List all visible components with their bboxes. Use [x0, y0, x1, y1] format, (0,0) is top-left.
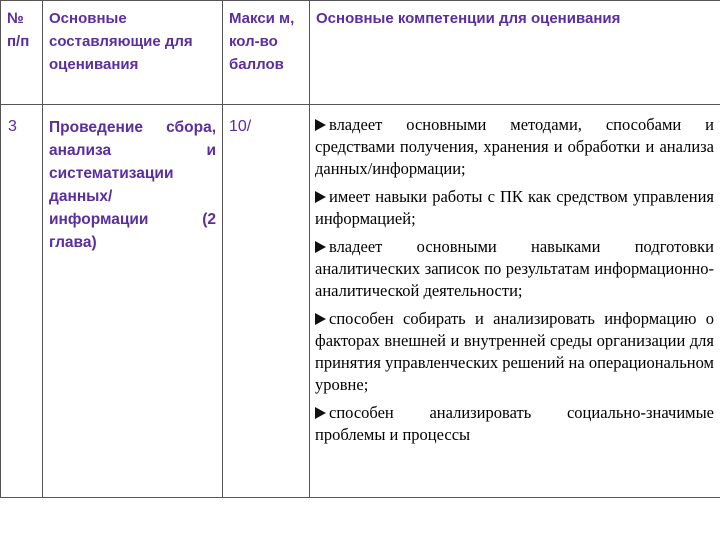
competency-text: способен собирать и анализировать информацию о факторах внешней и внутренней среды организации для принятия управленческих решений на операциональном уровне;: [315, 309, 714, 394]
arrow-bullet-icon: [315, 119, 326, 131]
row-component: Проведение сбора, анализа и систематизации данных/ информации (2 глава): [49, 119, 216, 251]
header-components: Основные составляющие для оценивания: [49, 10, 193, 73]
competency-list: [310, 105, 720, 446]
header-num: № п/п: [7, 10, 30, 50]
arrow-bullet-icon: [315, 407, 326, 419]
list-item: [315, 236, 714, 302]
table-header-row: [1, 1, 720, 105]
table-row: [1, 105, 720, 498]
header-max-points-cell: [223, 1, 310, 105]
competency-text: владеет основными навыками подготовки аналитических записок по результатам информационно-аналитической деятельности;: [315, 237, 714, 300]
arrow-bullet-icon: [315, 241, 326, 253]
arrow-bullet-icon: [315, 313, 326, 325]
list-item: [315, 402, 714, 446]
list-item: [315, 114, 714, 180]
row-max-points: 10/: [229, 118, 252, 135]
row-num: 3: [8, 118, 17, 135]
header-competencies: Основные компетенции для оценивания: [316, 10, 621, 27]
list-item: [315, 186, 714, 230]
competency-text: имеет навыки работы с ПК как средством управления информацией;: [315, 187, 714, 228]
list-item: [315, 308, 714, 396]
header-components-cell: [43, 1, 223, 105]
row-component-cell: [43, 105, 223, 498]
row-max-points-cell: [223, 105, 310, 498]
header-competencies-cell: [310, 1, 720, 105]
arrow-bullet-icon: [315, 191, 326, 203]
row-competencies-cell: [310, 105, 720, 498]
competency-text: способен анализировать социально-значимые проблемы и процессы: [315, 403, 714, 444]
row-num-cell: [1, 105, 43, 498]
header-max-points: Макси м, кол-во баллов: [229, 10, 295, 73]
header-num-cell: [1, 1, 43, 105]
competency-text: владеет основными методами, способами и средствами получения, хранения и обработки и анализа данных/информации;: [315, 115, 714, 178]
